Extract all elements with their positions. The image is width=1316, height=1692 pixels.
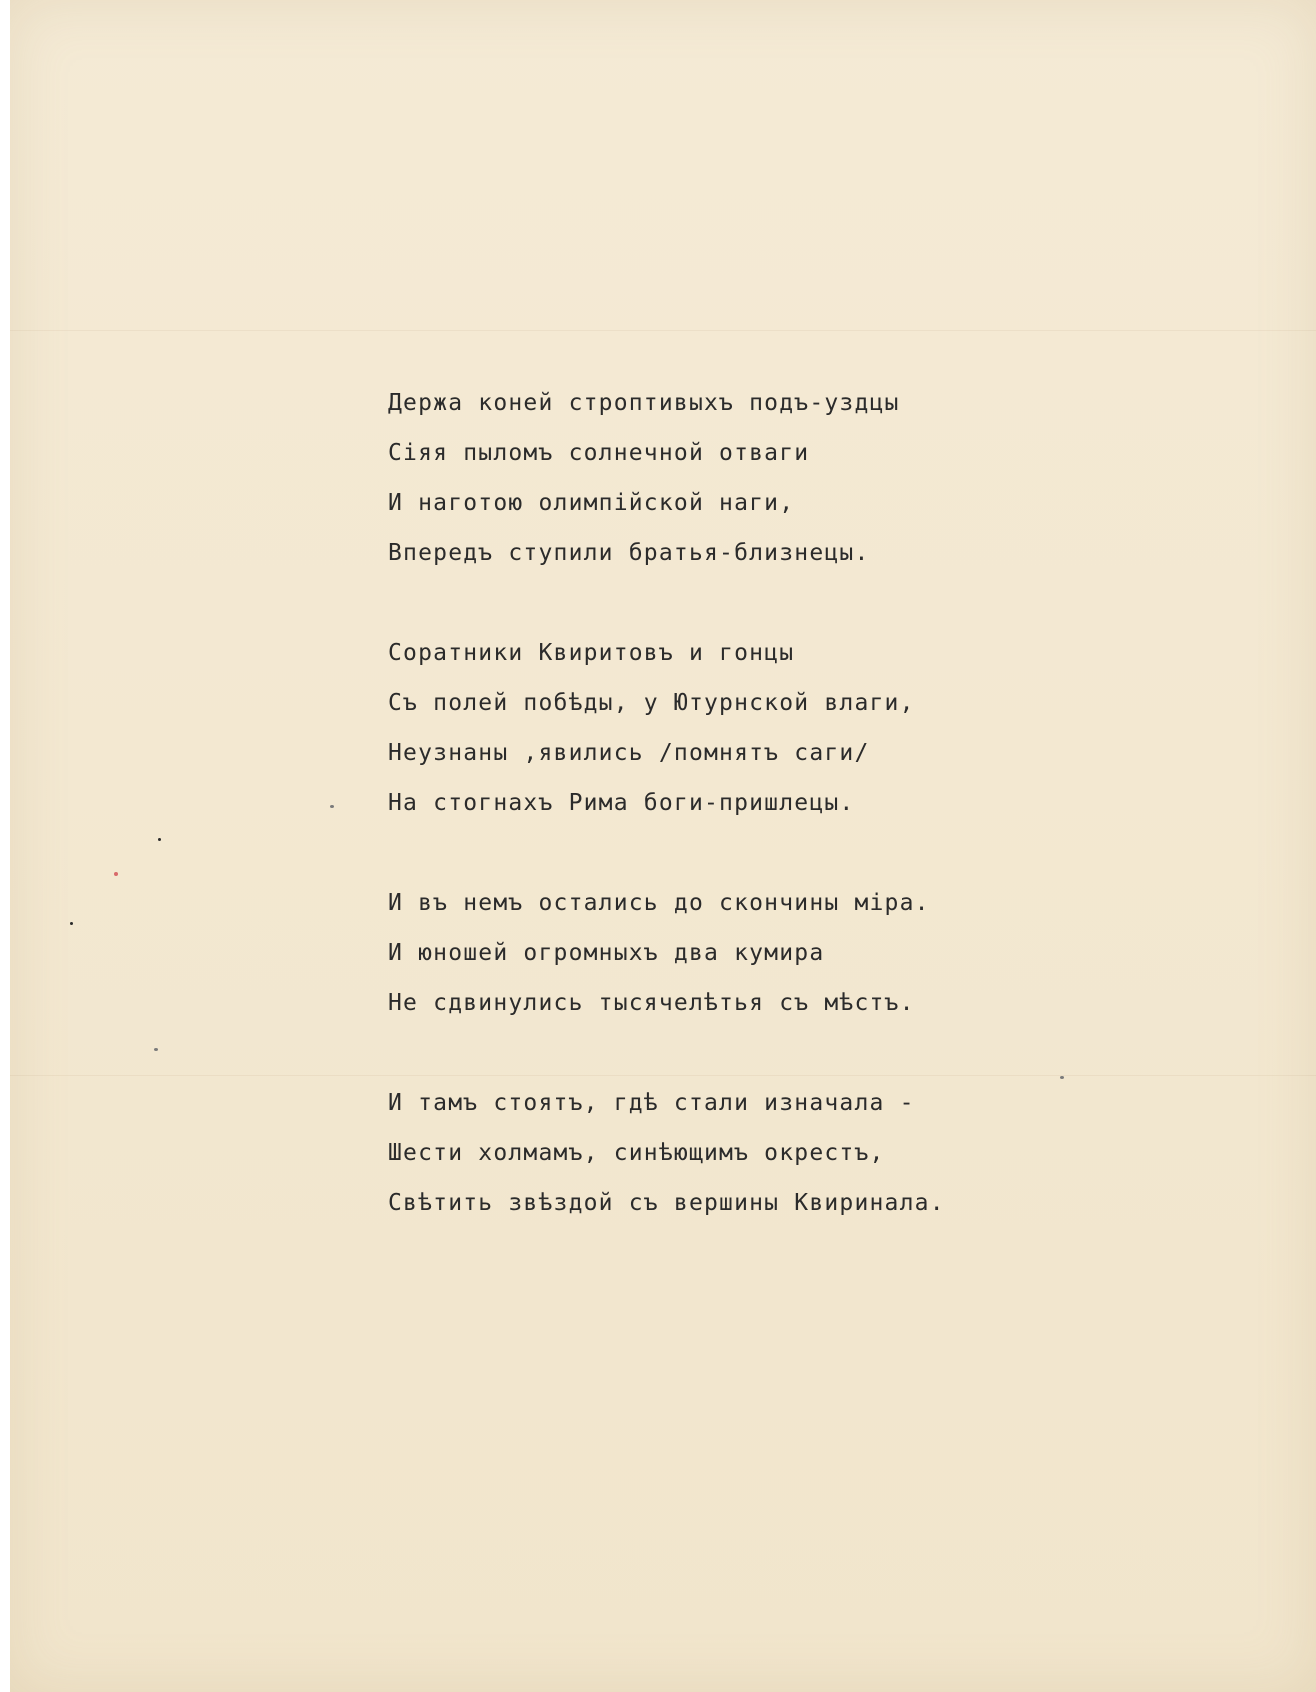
paper-fold [10,330,1316,331]
poem-line: Неузнаны ,явились /помнятъ саги/ [388,740,870,766]
poem-line: Сiяя пыломъ солнечной отваги [388,440,810,466]
poem-line: Шести холмамъ, синѣющимъ окрестъ, [388,1140,885,1166]
stanza [388,378,1148,578]
ink-speck [154,1048,158,1051]
poem-line: Свѣтить звѣздой съ вершины Квиринала. [388,1190,945,1216]
poem-line: И тамъ стоятъ, гдѣ стали изначала - [388,1090,915,1116]
poem-line: Соратники Квиритовъ и гонцы [388,640,795,666]
poem-line: И въ немъ остались до скончины мiра. [388,890,930,916]
poem-line: Впередъ ступили братья-близнецы. [388,540,870,566]
ink-speck [158,838,161,841]
stanza [388,1078,1148,1228]
ink-speck [70,922,73,925]
poem-line: Съ полей побѣды, у Ютурнской влаги, [388,690,915,716]
poem [388,378,1148,1278]
poem-line: Держа коней строптивыхъ подъ-уздцы [388,390,900,416]
stanza [388,878,1148,1028]
ink-speck [114,872,118,876]
stanza [388,628,1148,828]
poem-line: И юношей огромныхъ два кумира [388,940,825,966]
poem-line: Не сдвинулись тысячелѣтья съ мѣстъ. [388,990,915,1016]
poem-line: На стогнахъ Рима боги-пришлецы. [388,790,855,816]
ink-speck [330,805,334,808]
poem-line: И наготою олимпiйской наги, [388,490,795,516]
